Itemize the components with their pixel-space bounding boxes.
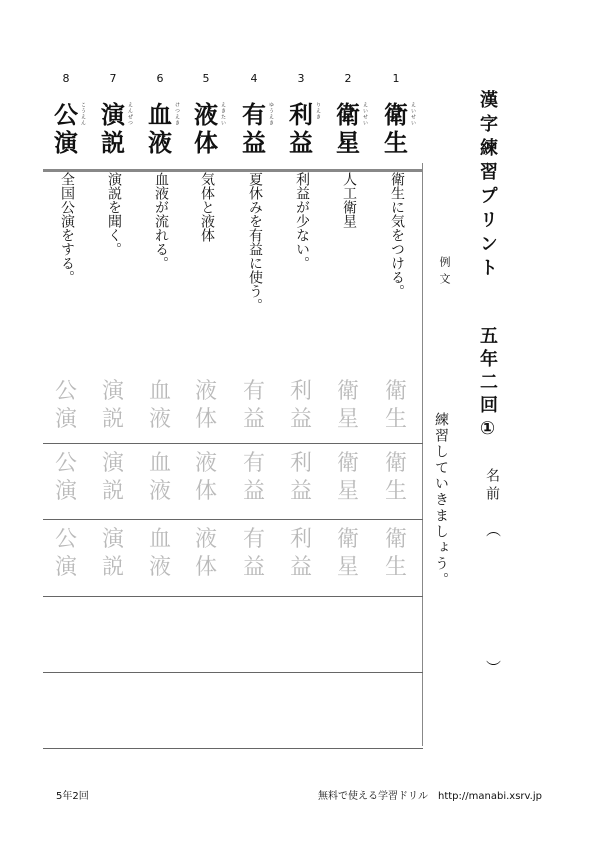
example-sentence: 演説を聞く。 [106,172,122,256]
trace-char: 益 [242,555,265,580]
trace-char: 星 [336,407,359,432]
grade-text: 五年二回 [477,326,498,418]
practice-trace-kanji [287,378,315,434]
vocab-reading: えんぜつ [127,102,133,126]
trace-char: 公 [54,379,77,404]
trace-char: 血 [148,379,171,404]
vocab-kanji [336,101,360,157]
vocab-kanji-char: 公 [54,101,78,129]
practice-trace-kanji [192,450,220,506]
example-sentence: 気体と液体 [199,172,215,242]
practice-trace-kanji [146,526,174,582]
example-sentence: 利益が少ない。 [294,172,310,270]
trace-char: 演 [54,555,77,580]
vocab-kanji-char: 演 [54,129,78,157]
trace-char: 利 [289,379,312,404]
trace-char: 利 [289,527,312,552]
vocab-kanji [384,101,408,157]
header-divider [43,169,423,172]
trace-char: 衛 [336,527,359,552]
trace-char: 演 [54,407,77,432]
practice-trace-kanji [334,378,362,434]
vocab-kanji-char: 液 [194,101,218,129]
trace-char: 液 [194,527,217,552]
trace-char: 衛 [384,527,407,552]
practice-trace-kanji [99,378,127,434]
column-number: 2 [344,72,352,85]
name-paren-open: ︵ [484,522,502,537]
trace-char: 液 [194,379,217,404]
vocab-kanji-char: 演 [101,101,125,129]
name-paren-close: ︶ [484,660,502,675]
practice-trace-kanji [146,378,174,434]
practice-trace-kanji [146,450,174,506]
vocab-reading: えきたい [220,102,226,126]
practice-trace-kanji [240,450,268,506]
vocab-kanji-char: 生 [384,129,408,157]
trace-char: 血 [148,451,171,476]
trace-char: 星 [336,479,359,504]
worksheet-title: 漢字練習プリント [477,90,498,282]
vocab-kanji-char: 衛 [384,101,408,129]
trace-char: 益 [242,479,265,504]
trace-char: 生 [384,555,407,580]
practice-trace-kanji [382,378,410,434]
trace-char: 益 [289,407,312,432]
trace-char: 益 [289,479,312,504]
practice-trace-kanji [287,450,315,506]
practice-trace-kanji [287,526,315,582]
trace-char: 衛 [336,451,359,476]
practice-row-line-2 [43,519,423,520]
trace-char: 星 [336,555,359,580]
vocab-kanji [101,101,125,157]
trace-char: 演 [101,451,124,476]
trace-char: 演 [101,527,124,552]
example-sentence: 夏休みを有益に使う。 [247,172,263,312]
example-sentence: 衛生に気をつける。 [389,172,405,298]
vocab-kanji-char: 体 [194,129,218,157]
vocab-kanji-char: 益 [242,129,266,157]
trace-char: 衛 [336,379,359,404]
vocab-kanji [289,101,313,157]
trace-char: 公 [54,451,77,476]
vocab-kanji [242,101,266,157]
practice-row-line-1 [43,443,423,444]
vocab-reading: りえき [315,102,321,120]
practice-trace-kanji [52,378,80,434]
practice-trace-kanji [382,526,410,582]
example-sentence: 全国公演をする。 [59,172,75,284]
practice-trace-kanji [192,526,220,582]
vocab-kanji-char: 益 [289,129,313,157]
trace-char: 益 [289,555,312,580]
trace-char: 液 [194,451,217,476]
trace-char: 説 [101,555,124,580]
vocab-kanji-char: 血 [148,101,172,129]
practice-row-line-4 [43,672,423,673]
vocab-kanji-char: 利 [289,101,313,129]
practice-trace-kanji [240,378,268,434]
trace-char: 演 [101,379,124,404]
column-number: 4 [250,72,258,85]
practice-trace-kanji [192,378,220,434]
name-label: 名前 [484,468,500,504]
example-sentence: 人工衛星 [341,172,357,228]
trace-char: 利 [289,451,312,476]
vocab-reading: えいせい [410,102,416,126]
column-number: 1 [392,72,400,85]
vertical-divider [422,163,423,746]
trace-char: 説 [101,479,124,504]
trace-char: 血 [148,527,171,552]
grade-mark: ① [477,418,498,444]
practice-trace-kanji [240,526,268,582]
practice-trace-kanji [52,526,80,582]
column-number: 3 [297,72,305,85]
practice-trace-kanji [52,450,80,506]
practice-trace-kanji [334,450,362,506]
trace-char: 体 [194,479,217,504]
trace-char: 説 [101,407,124,432]
trace-char: 益 [242,407,265,432]
vocab-reading: けつえき [174,102,180,126]
vocab-reading: えいせい [362,102,368,126]
trace-char: 液 [148,479,171,504]
column-number: 5 [202,72,210,85]
vocab-kanji-char: 星 [336,129,360,157]
trace-char: 衛 [384,379,407,404]
trace-char: 衛 [384,451,407,476]
trace-char: 有 [242,527,265,552]
footer-left: 5年2回 [56,791,89,802]
practice-trace-kanji [382,450,410,506]
footer-right: 無料で使える学習ドリル http://manabi.xsrv.jp [318,791,542,802]
trace-char: 液 [148,555,171,580]
trace-char: 体 [194,555,217,580]
column-number: 7 [109,72,117,85]
trace-char: 有 [242,451,265,476]
trace-char: 有 [242,379,265,404]
practice-trace-kanji [334,526,362,582]
practice-row-line-3 [43,596,423,597]
column-number: 6 [156,72,164,85]
trace-char: 生 [384,407,407,432]
practice-trace-kanji [99,526,127,582]
vocab-kanji-char: 説 [101,129,125,157]
trace-char: 液 [148,407,171,432]
practice-trace-kanji [99,450,127,506]
example-sentence: 血液が流れる。 [153,172,169,270]
column-number: 8 [62,72,70,85]
trace-char: 演 [54,479,77,504]
vocab-kanji-char: 液 [148,129,172,157]
example-label: 例文 [438,256,451,290]
vocab-kanji [54,101,78,157]
grade-label [476,326,498,444]
vocab-reading: こうえん [80,102,86,126]
vocab-kanji [194,101,218,157]
trace-char: 体 [194,407,217,432]
practice-row-line-5 [43,748,423,749]
vocab-kanji-char: 有 [242,101,266,129]
vocab-reading: ゆうえき [268,102,274,126]
trace-char: 生 [384,479,407,504]
practice-label: 練習していきましょう。 [433,412,449,588]
trace-char: 公 [54,527,77,552]
vocab-kanji [148,101,172,157]
vocab-kanji-char: 衛 [336,101,360,129]
